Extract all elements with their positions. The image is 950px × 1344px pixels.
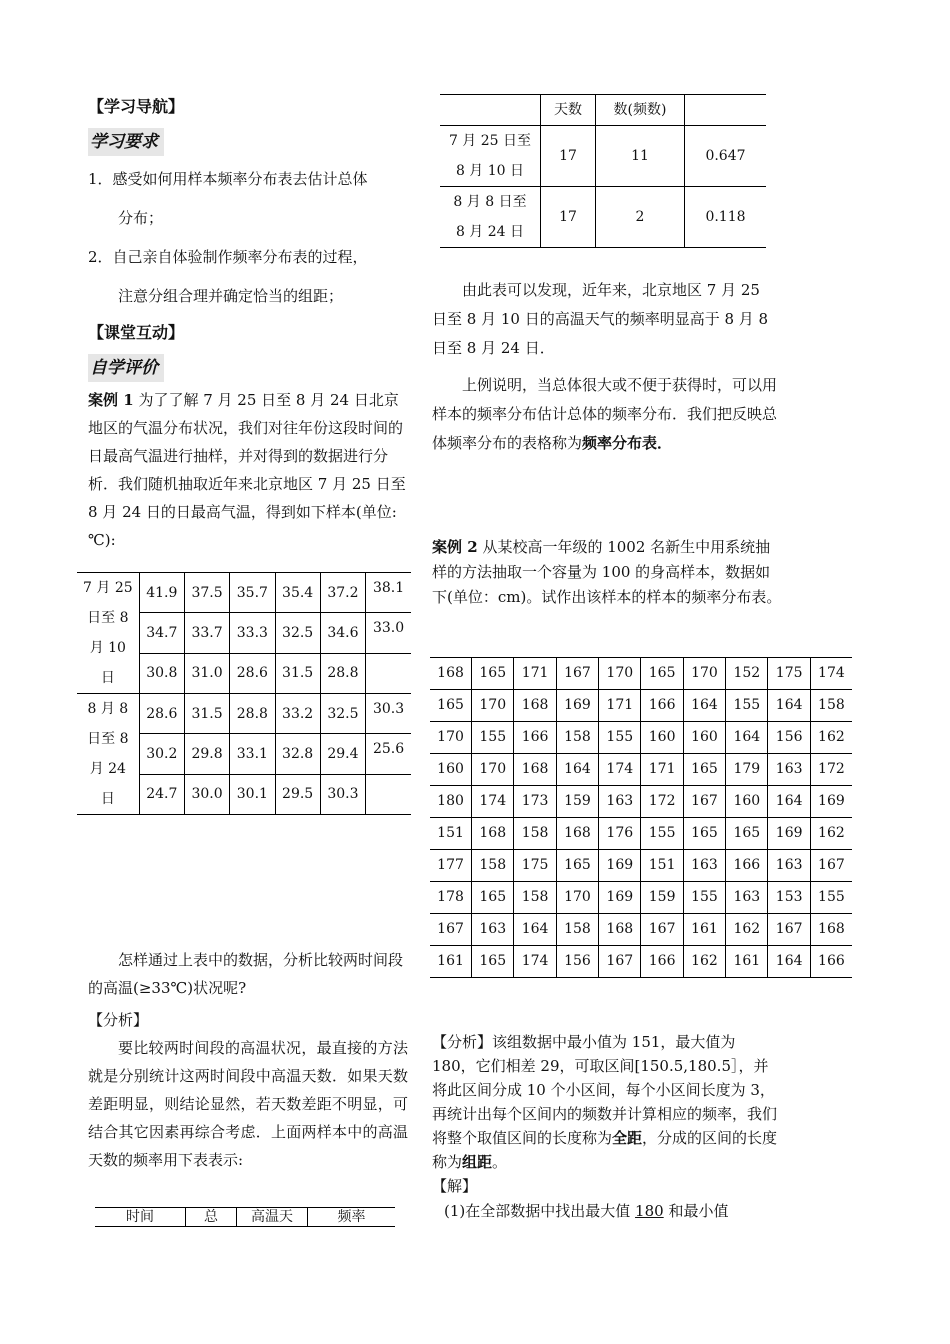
height-cell: 152 [726, 658, 768, 690]
temperature-cell: 37.2 [320, 573, 365, 613]
solution-title: 【解】 [432, 1177, 478, 1195]
height-cell: 161 [683, 914, 725, 946]
left-lower [88, 946, 408, 1174]
height-cell: 158 [514, 818, 556, 850]
height-cell: 168 [514, 690, 556, 722]
requirement-1: 1．感受如何用样本频率分布表去估计总体 [88, 170, 368, 188]
height-cell: 166 [514, 722, 556, 754]
height-cell: 165 [472, 658, 514, 690]
analysis2-c: 。 [492, 1153, 508, 1171]
height-cell: 180 [430, 786, 472, 818]
height-sample-table [430, 657, 852, 978]
table-row [440, 126, 766, 187]
nav-title: 【学习导航】 [88, 97, 185, 116]
height-cell: 168 [810, 914, 852, 946]
temperature-cell: 31.0 [184, 653, 229, 693]
temperature-cell: 29.8 [184, 734, 229, 774]
table-row [430, 850, 852, 882]
header-frequency: 频率 [308, 1208, 396, 1227]
height-cell: 174 [599, 754, 641, 786]
self-study-heading: 自学评价 [88, 354, 164, 382]
temperature-cell [366, 653, 411, 693]
temperature-cell: 24.7 [139, 774, 184, 814]
height-cell: 165 [683, 754, 725, 786]
temperature-cell: 30.0 [184, 774, 229, 814]
temperature-cell: 33.2 [275, 694, 320, 734]
case2-paragraph [432, 535, 782, 610]
height-cell: 164 [514, 914, 556, 946]
table-row [430, 882, 852, 914]
height-cell: 167 [430, 914, 472, 946]
height-cell: 166 [810, 946, 852, 978]
height-cell: 158 [472, 850, 514, 882]
height-cell: 165 [726, 818, 768, 850]
height-cell: 158 [556, 722, 598, 754]
freq-period-1: 7 月 25 日至 8 月 10 日 [440, 126, 541, 187]
case2-label: 案例 2 [432, 538, 478, 556]
height-cell: 167 [599, 946, 641, 978]
freq-total-2: 17 [541, 187, 596, 248]
frequency-table-term: 频率分布表． [582, 434, 673, 452]
example-text [432, 371, 777, 458]
requirement-2: 2．自己亲自体验制作频率分布表的过程， [88, 248, 368, 266]
temperature-cell: 41.9 [139, 573, 184, 613]
temperature-cell: 28.6 [139, 694, 184, 734]
frequency-table-header [95, 1207, 395, 1227]
case1-label: 案例 1 [88, 391, 134, 409]
height-cell: 166 [726, 850, 768, 882]
height-cell: 160 [641, 722, 683, 754]
height-cell: 164 [683, 690, 725, 722]
temperature-cell: 37.5 [184, 573, 229, 613]
table-row [430, 722, 852, 754]
height-cell: 174 [810, 658, 852, 690]
analysis2-a: 【分析】该组数据中最小值为 151，最大值为 180，它们相差 29，可取区间[150.5,180.5］，并将此区间分成 10 个小区间，每个小区间长度为 3，再统计出每个区间内的频数并计算相应的频率，我们将整个取值区间的长度称为 [432, 1033, 778, 1147]
height-cell: 165 [641, 658, 683, 690]
analysis-text: 要比较两时间段的高温状况，最直接的方法就是分别统计这两时间段中高温天数．如果天数差距明显，则结论显然，若天数差距不明显，可结合其它因素再综合考虑．上面两样本中的高温天数的频率用下表表示: [88, 1039, 408, 1169]
height-cell: 158 [556, 914, 598, 946]
height-cell: 168 [472, 818, 514, 850]
temperature-cell: 30.2 [139, 734, 184, 774]
freq-head-blank [440, 95, 541, 126]
height-cell: 160 [430, 754, 472, 786]
height-cell: 166 [641, 946, 683, 978]
height-cell: 170 [683, 658, 725, 690]
case2-text: 从某校高一年级的 1002 名新生中用系统抽样的方法抽取一个容量为 100 的身高样本，数据如下(单位：cm)。试作出该样本的样本的频率分布表。 [432, 538, 782, 606]
height-cell: 151 [430, 818, 472, 850]
height-cell: 156 [768, 722, 810, 754]
height-cell: 167 [556, 658, 598, 690]
height-cell: 169 [810, 786, 852, 818]
temperature-cell: 30.8 [139, 653, 184, 693]
freq-head-count: 数(频数) [596, 95, 685, 126]
temperature-cell: 28.6 [230, 653, 275, 693]
temperature-cell: 30.1 [230, 774, 275, 814]
temperature-cell: 33.1 [230, 734, 275, 774]
table-row [430, 658, 852, 690]
height-cell: 170 [556, 882, 598, 914]
table-row [430, 914, 852, 946]
temperature-cell: 32.8 [275, 734, 320, 774]
height-cell: 169 [768, 818, 810, 850]
temperature-cell: 32.5 [275, 613, 320, 653]
height-cell: 174 [472, 786, 514, 818]
height-cell: 176 [599, 818, 641, 850]
height-cell: 171 [599, 690, 641, 722]
height-cell: 164 [556, 754, 598, 786]
height-cell: 162 [726, 914, 768, 946]
temperature-cell: 35.7 [230, 573, 275, 613]
height-cell: 174 [514, 946, 556, 978]
height-cell: 173 [514, 786, 556, 818]
analysis2-text [432, 1030, 782, 1174]
height-cell: 175 [768, 658, 810, 690]
height-cell: 163 [726, 882, 768, 914]
temperature-cell: 33.0 [366, 613, 411, 653]
temperature-cell: 31.5 [275, 653, 320, 693]
period-2-label: 8 月 8 日至 8 月 24 日 [77, 694, 139, 815]
height-cell: 171 [641, 754, 683, 786]
temperature-cell: 29.4 [320, 734, 365, 774]
group-distance-term: 组距 [462, 1153, 493, 1171]
height-cell: 170 [430, 722, 472, 754]
height-cell: 164 [768, 786, 810, 818]
requirement-1-cont: 分布； [118, 209, 164, 227]
height-cell: 163 [599, 786, 641, 818]
analysis2-b: ，分成的区间的长度称为 [432, 1129, 778, 1171]
height-cell: 165 [472, 946, 514, 978]
height-cell: 170 [599, 658, 641, 690]
temperature-cell: 30.3 [320, 774, 365, 814]
step1-b: 和最小值 [663, 1202, 729, 1220]
height-cell: 156 [556, 946, 598, 978]
height-cell: 155 [726, 690, 768, 722]
right-upper [432, 276, 777, 458]
height-cell: 155 [472, 722, 514, 754]
height-cell: 171 [514, 658, 556, 690]
height-cell: 167 [641, 914, 683, 946]
height-cell: 168 [514, 754, 556, 786]
height-cell: 169 [556, 690, 598, 722]
temperature-sample-table [77, 572, 411, 815]
height-cell: 163 [768, 754, 810, 786]
height-cell: 166 [641, 690, 683, 722]
height-cell: 155 [683, 882, 725, 914]
height-cell: 172 [810, 754, 852, 786]
height-cell: 165 [472, 882, 514, 914]
temperature-cell: 31.5 [184, 694, 229, 734]
example-text-a: 上例说明，当总体很大或不便于获得时，可以用样本的频率分布估计总体的频率分布．我们把反映总体频率分布的表格称为 [432, 376, 778, 452]
height-cell: 155 [810, 882, 852, 914]
right-lower [432, 1030, 782, 1224]
height-cell: 163 [683, 850, 725, 882]
height-cell: 168 [430, 658, 472, 690]
height-cell: 163 [472, 914, 514, 946]
temperature-cell: 34.7 [139, 613, 184, 653]
height-cell: 161 [726, 946, 768, 978]
table-row [430, 818, 852, 850]
height-cell: 165 [430, 690, 472, 722]
height-cell: 169 [599, 850, 641, 882]
height-cell: 160 [683, 722, 725, 754]
requirements-heading: 学习要求 [88, 128, 164, 156]
class-interaction-title: 【课堂互动】 [88, 323, 185, 342]
temperature-cell: 33.3 [230, 613, 275, 653]
height-cell: 177 [430, 850, 472, 882]
height-cell: 153 [768, 882, 810, 914]
freq-count-1: 11 [596, 126, 685, 187]
table-row [430, 786, 852, 818]
freq-head-blank2 [685, 95, 767, 126]
height-cell: 167 [683, 786, 725, 818]
height-cell: 167 [768, 914, 810, 946]
height-cell: 159 [641, 882, 683, 914]
height-cell: 165 [556, 850, 598, 882]
height-cell: 161 [430, 946, 472, 978]
height-cell: 162 [810, 722, 852, 754]
temperature-cell: 33.7 [184, 613, 229, 653]
freq-value-1: 0.647 [685, 126, 767, 187]
question-text: 怎样通过上表中的数据，分析比较两时间段的高温(≥33℃)状况呢? [88, 951, 404, 997]
height-cell: 175 [514, 850, 556, 882]
step1-a: (1)在全部数据中找出最大值 [444, 1202, 636, 1220]
height-cell: 155 [641, 818, 683, 850]
height-cell: 169 [599, 882, 641, 914]
table-row [430, 690, 852, 722]
left-column [88, 90, 408, 554]
case1-text: 为了了解 7 月 25 日至 8 月 24 日北京地区的气温分布状况，我们对往年份这段时间的日最高气温进行抽样，并对得到的数据进行分析．我们随机抽取近年来北京地区 7 月 25 日至 8 月 24 日的日最高气温，得到如下样本(单位:℃): [88, 391, 406, 549]
analysis-title: 【分析】 [88, 1011, 149, 1029]
height-cell: 178 [430, 882, 472, 914]
height-cell: 158 [514, 882, 556, 914]
freq-period-2: 8 月 8 日至 8 月 24 日 [440, 187, 541, 248]
freq-count-2: 2 [596, 187, 685, 248]
height-cell: 158 [810, 690, 852, 722]
height-cell: 151 [641, 850, 683, 882]
temperature-cell: 29.5 [275, 774, 320, 814]
step1-text [432, 1198, 782, 1224]
table-row [430, 754, 852, 786]
height-cell: 168 [556, 818, 598, 850]
temperature-cell: 25.6 [366, 734, 411, 774]
freq-value-2: 0.118 [685, 187, 767, 248]
height-cell: 163 [768, 850, 810, 882]
temperature-cell: 32.5 [320, 694, 365, 734]
table-row [430, 946, 852, 978]
height-cell: 168 [599, 914, 641, 946]
period-1-label: 7 月 25 日至 8 月 10 日 [77, 573, 139, 694]
height-cell: 164 [768, 690, 810, 722]
freq-head-days: 天数 [541, 95, 596, 126]
height-cell: 162 [683, 946, 725, 978]
temperature-cell: 34.6 [320, 613, 365, 653]
temperature-cell: 38.1 [366, 573, 411, 613]
case1-paragraph [88, 386, 408, 554]
case2-block [432, 535, 782, 610]
height-cell: 164 [768, 946, 810, 978]
freq-total-1: 17 [541, 126, 596, 187]
requirement-2-cont: 注意分组合理并确定恰当的组距； [118, 287, 344, 305]
height-cell: 160 [726, 786, 768, 818]
height-cell: 172 [641, 786, 683, 818]
temperature-cell: 35.4 [275, 573, 320, 613]
step1-max: 180 [635, 1202, 664, 1220]
header-time: 时间 [95, 1208, 186, 1227]
height-cell: 170 [472, 690, 514, 722]
height-cell: 159 [556, 786, 598, 818]
height-cell: 155 [599, 722, 641, 754]
temperature-cell [366, 774, 411, 814]
height-cell: 179 [726, 754, 768, 786]
height-cell: 162 [810, 818, 852, 850]
temperature-cell: 28.8 [230, 694, 275, 734]
conclusion-text: 由此表可以发现，近年来，北京地区 7 月 25 日至 8 月 10 日的高温天气的频率明显高于 8 月 8 日至 8 月 24 日． [432, 281, 769, 357]
table-row [77, 694, 411, 734]
temperature-cell: 30.3 [366, 694, 411, 734]
full-range-term: 全距 [612, 1129, 643, 1147]
height-cell: 167 [810, 850, 852, 882]
header-total: 总 [186, 1208, 237, 1227]
height-cell: 170 [472, 754, 514, 786]
header-hot-days: 高温天 [237, 1208, 308, 1227]
height-cell: 164 [726, 722, 768, 754]
table-row [77, 573, 411, 613]
table-row [440, 187, 766, 248]
height-cell: 165 [683, 818, 725, 850]
frequency-table [440, 94, 766, 248]
temperature-cell: 28.8 [320, 653, 365, 693]
